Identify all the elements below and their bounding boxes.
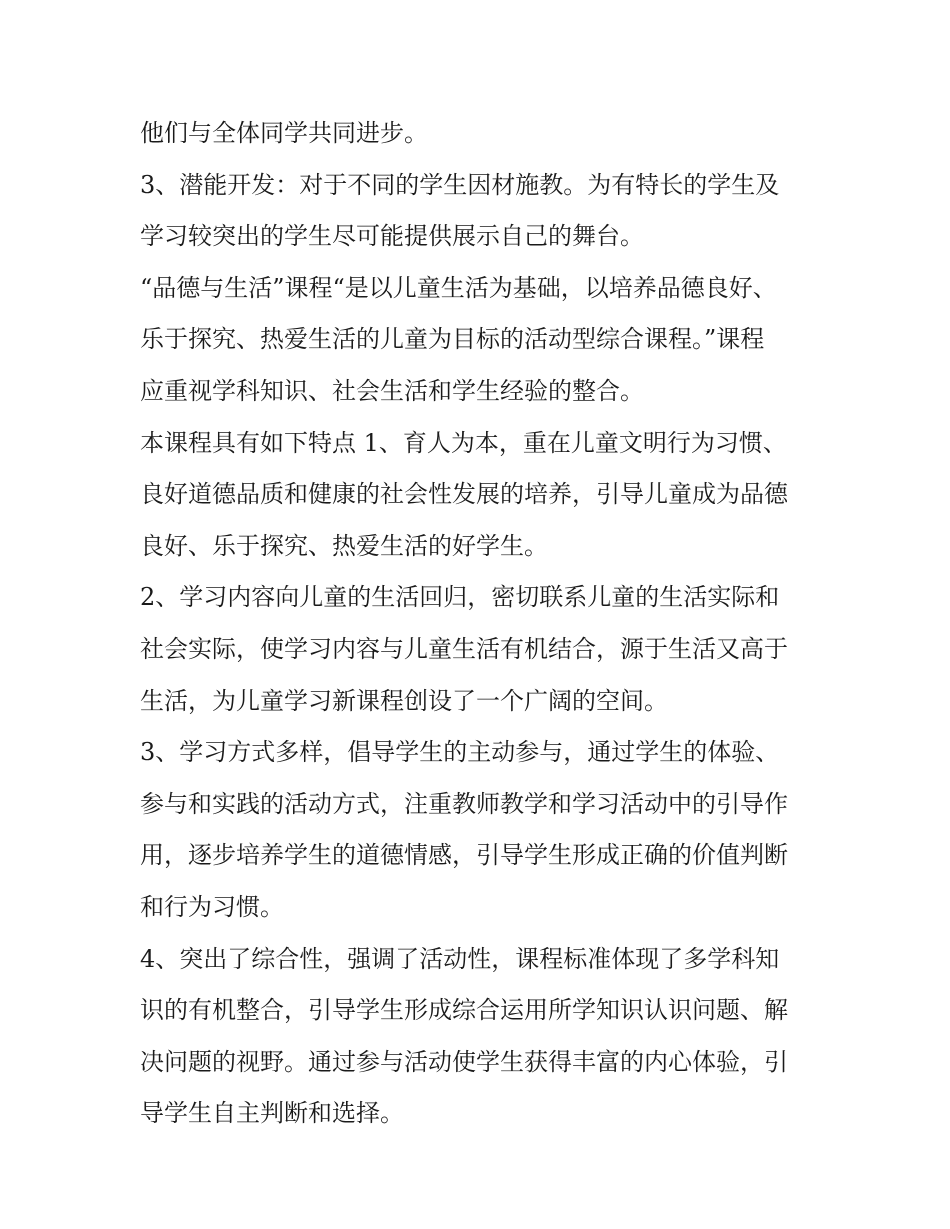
text-line: 决问题的视野。通过参与活动使学生获得丰富的内心体验，引 (140, 1047, 788, 1076)
text-line: 3、潜能开发：对于不同的学生因材施教。为有特长的学生及 (140, 170, 780, 199)
text-line: 识的有机整合，引导学生形成综合运用所学知识认识问题、解 (140, 996, 788, 1025)
text-line: 学习较突出的学生尽可能提供展示自己的舞台。 (140, 222, 644, 251)
text-line: “品德与生活”课程“是以儿童生活为基础，以培养品德良好、 (140, 273, 777, 302)
text-line: 乐于探究、热爱生活的儿童为目标的活动型综合课程。”课程 (140, 325, 765, 354)
paragraph-3 (140, 263, 820, 418)
paragraph-2 (140, 160, 820, 263)
text-line: 社会实际，使学习内容与儿童生活有机结合，源于生活又高于 (140, 634, 788, 663)
paragraph-4 (140, 418, 820, 573)
text-line: 3、学习方式多样，倡导学生的主动参与，通过学生的体验、 (140, 738, 780, 767)
text-line: 本课程具有如下特点 1、育人为本，重在儿童文明行为习惯、 (140, 428, 787, 457)
paragraph-5 (140, 572, 820, 727)
text-line: 4、突出了综合性，强调了活动性，课程标准体现了多学科知 (140, 944, 780, 973)
text-line: 用，逐步培养学生的道德情感，引导学生形成正确的价值判断 (140, 841, 788, 870)
body-text (140, 108, 820, 1140)
text-line: 良好、乐于探究、热爱生活的好学生。 (140, 531, 548, 560)
paragraph-1 (140, 108, 820, 160)
text-line: 良好道德品质和健康的社会性发展的培养，引导儿童成为品德 (140, 480, 788, 509)
text-line: 参与和实践的活动方式，注重教师教学和学习活动中的引导作 (140, 789, 788, 818)
text-line: 他们与全体同学共同进步。 (140, 119, 428, 147)
paragraph-7 (140, 934, 820, 1140)
text-line: 导学生自主判断和选择。 (140, 1099, 404, 1128)
text-line: 和行为习惯。 (140, 892, 284, 921)
text-line: 应重视学科知识、社会生活和学生经验的整合。 (140, 376, 644, 405)
text-line: 生活，为儿童学习新课程创设了一个广阔的空间。 (140, 686, 668, 715)
paragraph-6 (140, 727, 820, 933)
text-line: 2、学习内容向儿童的生活回归，密切联系儿童的生活实际和 (140, 583, 780, 612)
